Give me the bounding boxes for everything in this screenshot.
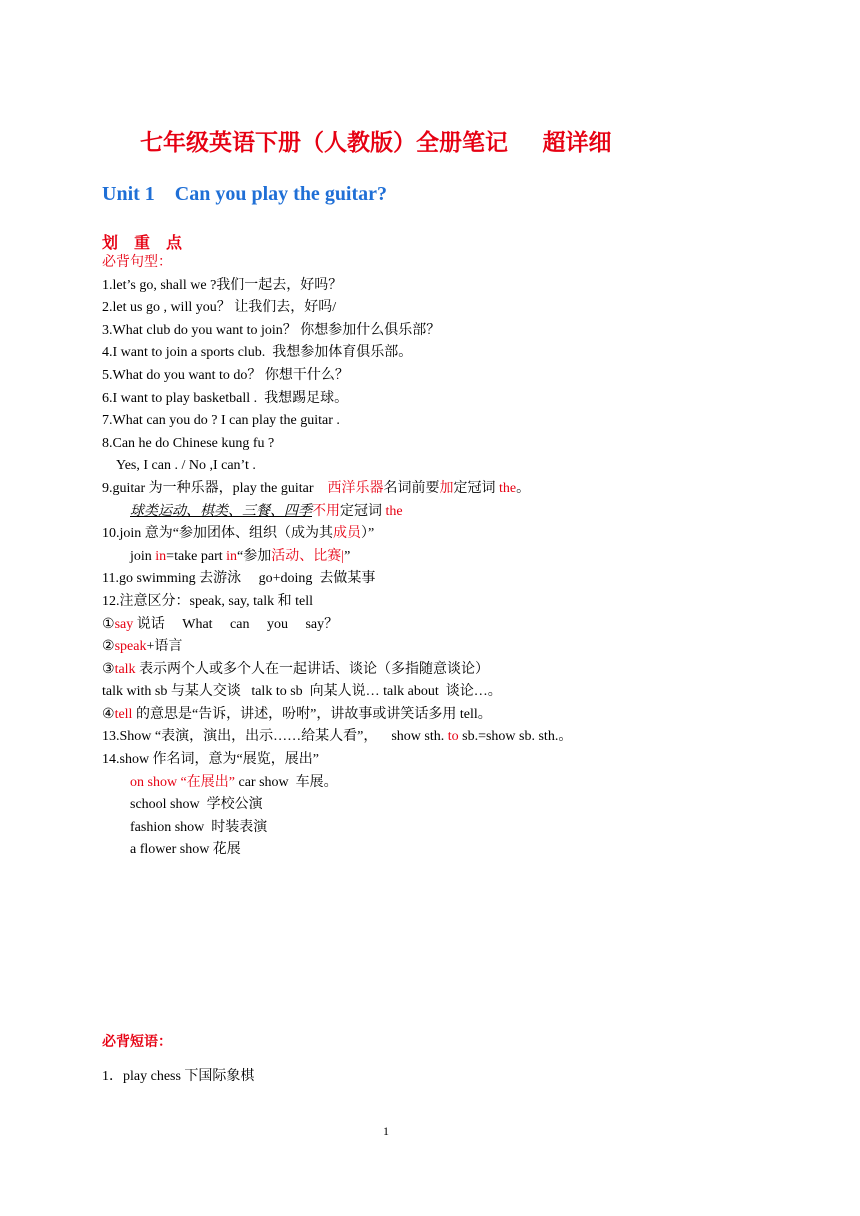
note-line-1: 1.let’s go, shall we ?我们一起去，好吗？ <box>102 277 343 293</box>
note-line-5: 5.What do you want to do？ 你想干什么？ <box>102 367 349 383</box>
note-line-say <box>102 614 802 637</box>
page-number: 1 <box>383 1124 389 1138</box>
note-line-11: 11.go swimming 去游泳 go+doing 去做某事 <box>102 571 376 587</box>
document-title: 七年级英语下册（人教版）全册笔记 超详细 <box>140 130 612 155</box>
text-span: ③ <box>102 661 115 677</box>
text-span: ④ <box>102 706 115 722</box>
text-span: 10.join 意为“参加团体、组织（成为其 <box>102 526 333 542</box>
note-line-9b <box>102 501 802 524</box>
highlight-span: in <box>226 548 238 564</box>
highlight-span: the <box>499 480 517 496</box>
note-line-14d: a flower show 花展 <box>130 842 241 858</box>
note-line-14: 14.show 作名词，意为“展览，展出” <box>102 752 319 768</box>
note-line-7: 7.What can you do ? I can play the guitar . <box>102 413 340 429</box>
text-span: ① <box>102 616 115 632</box>
section-heading: 划 重 点 <box>102 235 189 252</box>
highlight-span: speak <box>114 639 147 655</box>
note-line-talk-usage: talk with sb 与某人交谈 talk to sb 向某人说… talk about 谈论…。 <box>102 684 502 700</box>
highlight-span: tell <box>114 706 133 722</box>
highlight-span: 成员 <box>333 526 361 542</box>
text-span: 定冠词 <box>340 503 386 519</box>
highlight-span: in <box>155 548 167 564</box>
sentence-label: 必背句型： <box>102 255 172 270</box>
highlight-span: the <box>385 503 403 519</box>
note-line-6: 6.I want to play basketball . 我想踢足球。 <box>102 390 349 406</box>
highlight-span: 加 <box>439 480 454 496</box>
highlight-span: 不用 <box>312 503 340 519</box>
note-line-9 <box>102 478 802 501</box>
underlined-span: 球类运动、棋类、三餐、四季 <box>130 503 312 519</box>
note-line-14c: fashion show 时装表演 <box>130 819 268 835</box>
text-span: 13.Show “表演，演出，出示……给某人看”， show sth. <box>102 729 448 745</box>
unit-heading: Unit 1 Can you play the guitar? <box>102 183 388 205</box>
text-span: 定冠词 <box>453 480 500 496</box>
text-span: ② <box>102 639 115 655</box>
notes-body <box>102 252 802 862</box>
note-line-talk <box>102 659 802 682</box>
text-span: ）” <box>361 526 375 542</box>
note-line-10 <box>102 523 802 546</box>
note-line-speak <box>102 636 802 659</box>
phrases-heading: 必背短语： <box>102 1035 172 1050</box>
note-line-2: 2.let us go , will you？ 让我们去，好吗/ <box>102 300 337 316</box>
note-line-3: 3.What club do you want to join？ 你想参加什么俱乐部？ <box>102 322 441 338</box>
text-span: 表示两个人或多个人在一起讲话、谈论（多指随意谈论） <box>135 661 490 677</box>
note-line-14b: school show 学校公演 <box>130 797 263 813</box>
highlight-span: say <box>114 616 134 632</box>
note-line-10b <box>102 546 802 569</box>
note-line-tell <box>102 704 802 727</box>
note-line-13 <box>102 726 802 749</box>
highlight-span: 活动、比赛| <box>271 548 345 564</box>
text-span: 9.guitar 为一种乐器，play the guitar <box>102 480 328 496</box>
text-span: +语言 <box>146 639 183 655</box>
note-line-4: 4.I want to join a sports club. 我想参加体育俱乐部。 <box>102 345 413 361</box>
text-span: 的意思是“告诉，讲述，吩咐”，讲故事或讲笑话多用 tell。 <box>132 706 492 722</box>
text-span: car show 车展。 <box>235 774 338 790</box>
note-line-14a <box>102 772 802 795</box>
text-span: sb.=show sb. sth.。 <box>458 729 573 745</box>
note-line-8-answer: Yes, I can . / No ,I can’t . <box>116 458 256 474</box>
highlight-span: on show “在展出” <box>130 774 235 790</box>
text-span: 说话 What can you say？ <box>133 616 339 632</box>
text-span: ” <box>344 548 351 564</box>
note-line-8: 8.Can he do Chinese kung fu ? <box>102 435 275 451</box>
highlight-span: 西洋乐器 <box>327 480 384 496</box>
highlight-span: talk <box>114 661 136 677</box>
text-span: “参加 <box>237 548 272 564</box>
text-span: join <box>130 548 156 564</box>
text-span: =take part <box>166 548 227 564</box>
text-span: 名词前要 <box>383 480 440 496</box>
phrase-line-1: 1．play chess 下国际象棋 <box>102 1069 255 1084</box>
highlight-span: to <box>447 729 459 745</box>
text-span: 。 <box>516 480 531 496</box>
note-line-12: 12.注意区分：speak, say, talk 和 tell <box>102 593 314 609</box>
